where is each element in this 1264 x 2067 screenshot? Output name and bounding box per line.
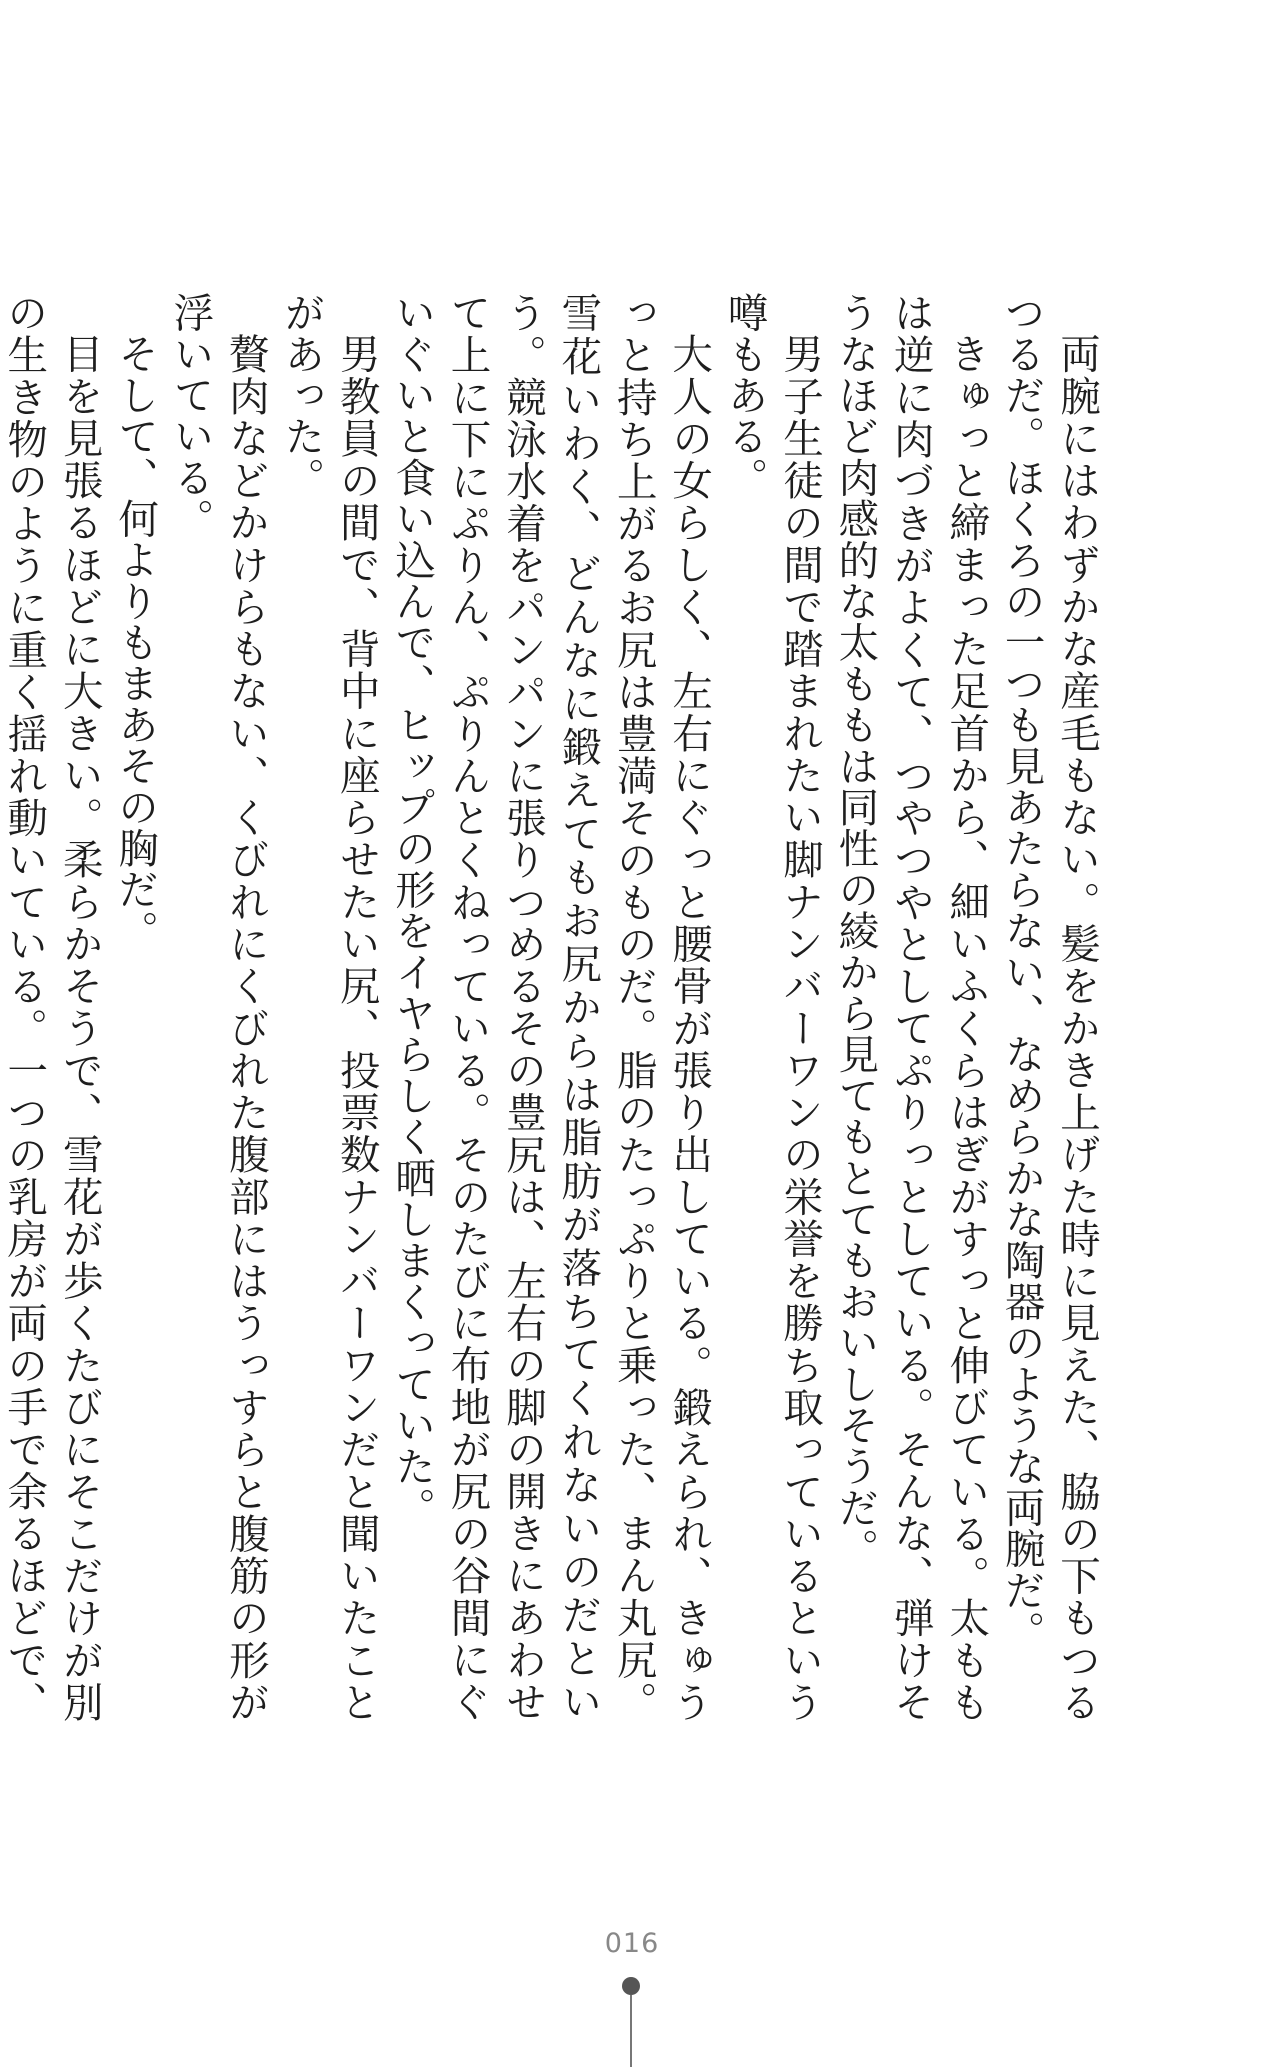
paragraph-7: そして、何よりもまあその胸だ。 <box>111 332 160 951</box>
paragraph-4: 大人の女らしく、左右にぐっと腰骨が張り出している。鍛えられ、きゅうっと持ち上がるお尻は豊満そのものだ。脂のたっぷりと乗った、まん丸尻。雪花いわく、どんなに鍛えてもお尻からは脂肪が落ちてくれないのだという。競泳水着をパンパンに張りつめるその豊尻は、左右の脚の開きにあわせて上に下にぷりん、ぷりんとくねっている。そのたびに布地が尻の谷間にぐいぐいと食い込んで、ヒップの形をイヤらしく晒しまくっていた。 <box>388 292 714 1722</box>
paragraph-2: きゅっと締まった足首から、細いふくらはぎがすっと伸びている。太ももは逆に肉づきがよくて、つやつやとしてぷりっとしている。そんな、弾けそうなほど肉感的な太ももは同性の綾から見てもとてもおいしそうだ。 <box>831 292 991 1722</box>
page-marker-dot <box>622 1977 640 1995</box>
paragraph-3: 男子生徒の間で踏まれたい脚ナンバーワンの栄誉を勝ち取っているという噂もある。 <box>720 292 824 1722</box>
page-number: 016 <box>604 1928 660 1959</box>
vertical-text-body <box>0 292 1104 1722</box>
paragraph-1: 両腕にはわずかな産毛もない。髪をかき上げた時に見えた、脇の下もつるつるだ。ほくろの一つも見あたらない、なめらかな陶器のような両腕だ。 <box>997 292 1101 1722</box>
paragraph-6: 贅肉などかけらもない、くびれにくびれた腹部にはうっすらと腹筋の形が浮いている。 <box>166 292 270 1722</box>
paragraph-5: 男教員の間で、背中に座らせたい尻、投票数ナンバーワンだと聞いたことがあった。 <box>277 292 381 1722</box>
page-marker-line <box>630 1995 632 2067</box>
paragraph-8: 目を見張るほどに大きい。柔らかそうで、雪花が歩くたびにそこだけが別の生き物のように重く揺れ動いている。一つの乳房が両の手で余るほどで、 <box>0 292 104 1722</box>
